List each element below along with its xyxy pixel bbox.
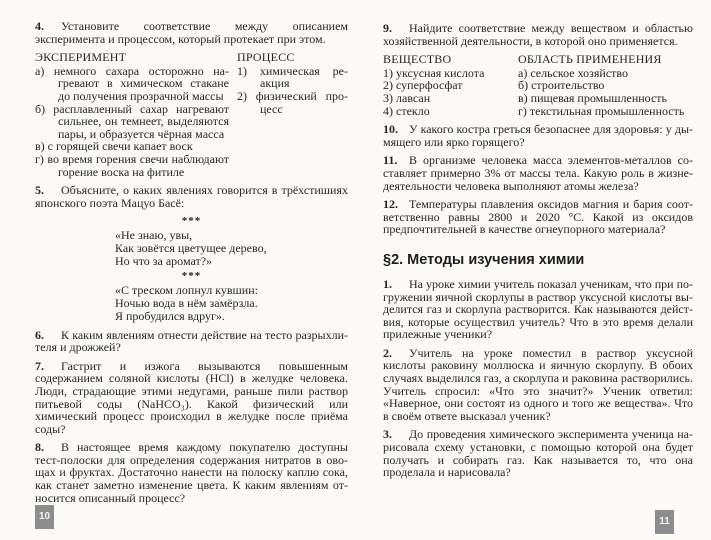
- question-s2-3-number: 3.: [383, 427, 392, 442]
- item-label: б): [35, 101, 46, 116]
- question-10-text: У какого костра греться безопаснее для здоровья: у дымящего или ярко горящего?: [383, 122, 693, 149]
- haiku-1-line-1: «Не знаю, увы,: [115, 228, 193, 243]
- q4-process-item-2: [237, 90, 348, 115]
- q9-substance-column: [383, 53, 510, 117]
- question-6-number: 6.: [35, 327, 44, 342]
- question-8-number: 8.: [35, 440, 44, 455]
- q4-experiment-header: ЭКСПЕРИМЕНТ: [35, 50, 127, 65]
- question-5-number: 5.: [35, 183, 44, 198]
- q4-experiment-item-g: [35, 153, 229, 178]
- item-label: 2): [383, 78, 393, 93]
- q9-substance-header: ВЕЩЕСТВО: [383, 52, 452, 67]
- question-12: [383, 198, 693, 236]
- question-4: [35, 20, 348, 45]
- question-11-number: 11.: [383, 153, 398, 168]
- question-s2-1: [383, 278, 693, 341]
- item-text: пищевая промышленность: [530, 90, 668, 105]
- item-label: 4): [383, 103, 393, 118]
- poem-separator-1: ***: [181, 215, 202, 228]
- question-s2-2-number: 2.: [383, 345, 392, 360]
- question-7-text: Гастрит и изжога вызываются повышенным содержанием соляной кислоты (HCl) в желудке человека. Люди, страдающие этими недугами, раньше пили раствор питьевой соды (NaHCO₃). Какой физический или химический процесс происходил в желудке после приёма соды?: [35, 358, 348, 436]
- item-text: текстильная промышленность: [529, 103, 685, 118]
- question-11-text: В организме человека масса элементов-металлов составляет примерно 3% от массы тела. Какую роль в жизнедеятельности человека выполняют атомы железа?: [383, 153, 693, 193]
- question-9-number: 9.: [383, 21, 392, 35]
- item-label: г): [35, 151, 44, 166]
- q9-application-item-g: [518, 105, 693, 118]
- item-label: г): [518, 103, 527, 118]
- question-4-number: 4.: [35, 19, 44, 33]
- question-8-text: В настоящее время каждому покупателю доступны тест-полоски для определения содержания нитратов в овощах и фруктах. Достаточно нанести на полоску каплю сока, как станет заметно изменение цвета. К каким явлениям относится описанный процесс?: [35, 440, 348, 505]
- q9-application-header: ОБЛАСТЬ ПРИМЕНЕНИЯ: [518, 52, 662, 67]
- item-label: в): [518, 90, 528, 105]
- page-right: [383, 22, 693, 485]
- question-s2-1-text: На уроке химии учитель показал ученикам, что при погружении яичной скорлупы в раствор уксусной кислоты выделится газ и скорлупа растворится. Как называются действия, которые осуществил учитель? Что в это время делали прилежные ученики?: [383, 276, 693, 342]
- page-number-right: 11: [655, 510, 674, 534]
- question-9-text: Найдите соответствие между веществом и областью хозяйственной деятельности, в которой оно применяется.: [383, 21, 693, 48]
- item-label: 3): [383, 90, 393, 105]
- question-s2-2-text: Учитель на уроке поместил в раствор уксусной кислоты раковину моллюска и яичную скорлупу. В обоих случаях выделился газ, а скорлупа и раковина растворились. Учитель спросил: «Что это значит?» Ученик ответил: «Наверное, они состоят из одного и того же вещества». Что в своём ответе высказал ученик?: [383, 345, 693, 423]
- item-text: сельское хозяйство: [530, 65, 628, 80]
- question-8: [35, 441, 348, 504]
- q9-substance-item-4: [383, 105, 510, 118]
- page-number-left: 10: [35, 505, 54, 529]
- item-text: стекло: [396, 103, 430, 118]
- haiku-1-line-3: Но что за аромат?»: [115, 253, 213, 268]
- page-left: [35, 20, 348, 510]
- question-6: [35, 329, 348, 354]
- item-label: а): [518, 65, 528, 80]
- item-label: а): [35, 63, 45, 78]
- question-5-text: Объясните, о каких явлениях говорится в трёхстишиях японского поэта Мацуо Басё:: [35, 183, 348, 210]
- item-text: с горящей свечи капает воск: [47, 139, 193, 154]
- question-10-number: 10.: [383, 122, 398, 137]
- item-label: 1): [237, 63, 247, 78]
- q4-match-table: [35, 51, 348, 178]
- haiku-2-line-3: Я пробудился вдруг».: [115, 308, 225, 323]
- item-text: суперфосфат: [396, 78, 463, 93]
- item-text: во время горения свечи наблюдают горение воска на фитиле: [47, 151, 230, 179]
- question-11: [383, 154, 693, 192]
- q4-process-header: ПРОЦЕСС: [237, 50, 295, 65]
- question-s2-3: [383, 428, 693, 478]
- question-7: [35, 360, 348, 436]
- question-12-text: Температуры плавления оксидов магния и бария соответственно равны 2800 и 2020 °C. Какой из оксидов предпочтительней в качестве огнеупорного материала?: [383, 197, 693, 237]
- haiku-1-line-2: Как зовётся цветущее дерево,: [115, 241, 267, 256]
- question-10: [383, 123, 693, 148]
- question-9: [383, 22, 693, 47]
- question-s2-2: [383, 347, 693, 423]
- item-text: уксусная кислота: [396, 65, 485, 80]
- q9-application-column: [518, 53, 693, 117]
- q4-experiment-item-a: [35, 65, 229, 103]
- item-label: 1): [383, 65, 393, 80]
- item-label: 2): [237, 88, 247, 103]
- item-text: немного сахара осторожно нагревают в химическом стакане до получения прозрачной массы: [53, 63, 229, 103]
- q4-process-item-1: [237, 65, 348, 90]
- question-5: [35, 184, 348, 209]
- haiku-2: [115, 284, 348, 322]
- question-s2-1-number: 1.: [383, 276, 392, 291]
- q9-match-table: [383, 53, 693, 117]
- item-label: б): [518, 78, 529, 93]
- question-6-text: К каким явлениям отнести действие на тесто разрыхлителя и дрожжей?: [35, 327, 348, 355]
- item-text: расплавленный сахар нагревают сильнее, он темнеет, выделяются пары, и образуется чёрная масса: [53, 101, 230, 141]
- haiku-2-line-2: Ночью вода в нём замёрзла.: [115, 296, 258, 311]
- item-label: в): [35, 139, 45, 154]
- question-4-text: Установите соответствие между описанием эксперимента и процессом, который протекает при этом.: [35, 19, 348, 46]
- haiku-1: [115, 229, 348, 267]
- poem-separator-2: ***: [181, 270, 202, 283]
- question-s2-3-text: До проведения химического эксперимента ученица нарисовала схему установки, с помощью которой она будет получать и собирать газ. Как называется то, что она проделала и нарисовала?: [383, 427, 693, 480]
- item-text: лавсан: [396, 90, 431, 105]
- item-text: физический процесс: [255, 88, 348, 116]
- section-heading: §2. Методы изучения химии: [383, 251, 585, 268]
- question-12-number: 12.: [383, 197, 398, 212]
- q4-experiment-item-b: [35, 103, 229, 141]
- q4-experiment-column: [35, 51, 229, 178]
- item-text: химическая реакция: [259, 63, 348, 91]
- question-7-number: 7.: [35, 358, 44, 373]
- item-text: строительство: [531, 78, 605, 93]
- haiku-2-line-1: «С треском лопнул кувшин:: [115, 283, 258, 298]
- q4-process-column: [237, 51, 348, 178]
